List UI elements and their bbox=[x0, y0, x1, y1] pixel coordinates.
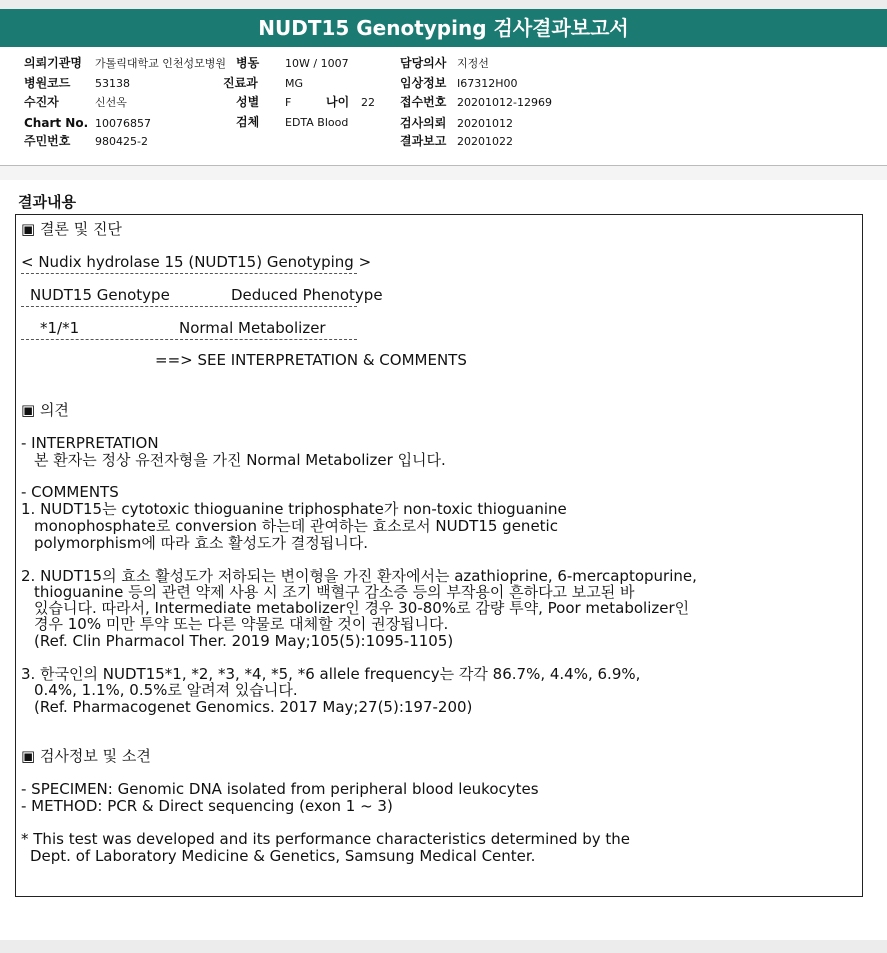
interpretation-text: 본 환자는 정상 유전자형을 가진 Normal Metabolizer 입니다. bbox=[34, 451, 446, 469]
comment-1-line-2: monophosphate로 conversion 하는데 관여하는 효소로서 NUDT15 genetic bbox=[34, 517, 558, 535]
label-accession-number: 접수번호 bbox=[400, 95, 447, 109]
label-clinical-info: 임상정보 bbox=[400, 76, 447, 90]
label-ward: 병동 bbox=[236, 56, 260, 70]
comment-2-line-1: 2. NUDT15의 효소 활성도가 저하되는 변이형을 가진 환자에서는 azathioprine, 6-mercaptopurine, bbox=[21, 567, 697, 585]
see-interpretation-note: ==> SEE INTERPRETATION & COMMENTS bbox=[155, 351, 467, 369]
report-title: NUDT15 Genotyping 검사결과보고서 bbox=[0, 9, 887, 47]
value-requesting-institution: 가톨릭대학교 인천성모병원 bbox=[95, 57, 227, 70]
comment-2-line-4: 경우 10% 미만 투약 또는 다른 약물로 대체할 것이 권장됩니다. bbox=[34, 615, 449, 633]
label-resident-number: 주민번호 bbox=[24, 134, 71, 148]
label-specimen: 검체 bbox=[236, 115, 260, 129]
top-strip bbox=[0, 0, 887, 9]
dashed-rule bbox=[21, 306, 357, 307]
patient-info-panel bbox=[0, 47, 887, 165]
value-department: MG bbox=[285, 77, 304, 90]
phenotype-value: Normal Metabolizer bbox=[179, 319, 326, 337]
value-patient-name: 신선옥 bbox=[95, 96, 127, 109]
comment-3-line-2: 0.4%, 1.1%, 0.5%로 알려져 있습니다. bbox=[34, 681, 298, 699]
method-line: - METHOD: PCR & Direct sequencing (exon 1 ~ 3) bbox=[21, 797, 393, 815]
value-age: 22 bbox=[361, 96, 375, 109]
interpretation-label: - INTERPRETATION bbox=[21, 434, 159, 452]
value-clinical-info: I67312H00 bbox=[457, 77, 518, 90]
comments-label: - COMMENTS bbox=[21, 483, 119, 501]
column-genotype: NUDT15 Genotype bbox=[30, 286, 170, 304]
value-accession-number: 20201012-12969 bbox=[457, 96, 552, 109]
value-ward: 10W / 1007 bbox=[285, 57, 349, 70]
heading-conclusion: ▣ 결론 및 진단 bbox=[21, 220, 122, 238]
comment-3-reference: (Ref. Pharmacogenet Genomics. 2017 May;27(5):197-200) bbox=[34, 698, 473, 716]
value-test-request-date: 20201012 bbox=[457, 117, 513, 130]
genotyping-header: < Nudix hydrolase 15 (NUDT15) Genotyping > bbox=[21, 253, 372, 271]
dashed-rule bbox=[21, 339, 357, 340]
comment-1-line-1: 1. NUDT15는 cytotoxic thioguanine triphosphate가 non-toxic thioguanine bbox=[21, 500, 567, 518]
value-result-report-date: 20201022 bbox=[457, 135, 513, 148]
column-phenotype: Deduced Phenotype bbox=[231, 286, 383, 304]
comment-3-line-1: 3. 한국인의 NUDT15*1, *2, *3, *4, *5, *6 allele frequency는 각각 86.7%, 4.4%, 6.9%, bbox=[21, 665, 641, 683]
disclaimer-line-2: Dept. of Laboratory Medicine & Genetics, Samsung Medical Center. bbox=[30, 847, 536, 865]
label-sex: 성별 bbox=[236, 95, 260, 109]
label-age: 나이 bbox=[326, 95, 350, 109]
value-resident-number: 980425-2 bbox=[95, 135, 148, 148]
heading-opinion: ▣ 의견 bbox=[21, 401, 69, 419]
label-hospital-code: 병원코드 bbox=[24, 76, 71, 90]
value-specimen: EDTA Blood bbox=[285, 116, 349, 129]
value-physician: 지정선 bbox=[457, 57, 489, 70]
label-patient-name: 수진자 bbox=[24, 95, 59, 109]
label-physician: 담당의사 bbox=[400, 56, 447, 70]
label-department: 진료과 bbox=[223, 76, 258, 90]
bottom-strip bbox=[0, 940, 887, 953]
label-test-request-date: 검사의뢰 bbox=[400, 116, 447, 130]
comment-1-line-3: polymorphism에 따라 효소 활성도가 결정됩니다. bbox=[34, 534, 369, 552]
gap-band bbox=[0, 166, 887, 180]
label-requesting-institution: 의뢰기관명 bbox=[24, 56, 82, 70]
dashed-rule bbox=[21, 273, 357, 274]
label-result-report-date: 결과보고 bbox=[400, 134, 447, 148]
value-hospital-code: 53138 bbox=[95, 77, 130, 90]
comment-2-reference: (Ref. Clin Pharmacol Ther. 2019 May;105(5):1095-1105) bbox=[34, 632, 454, 650]
comment-2-line-2: thioguanine 등의 관련 약제 사용 시 조기 백혈구 감소증 등의 부작용이 흔하다고 보고된 바 bbox=[34, 583, 635, 601]
comment-2-line-3: 있습니다. 따라서, Intermediate metabolizer인 경우 30-80%로 감량 투약, Poor metabolizer인 bbox=[34, 599, 690, 617]
label-chart-no: Chart No. bbox=[24, 116, 89, 130]
genotype-value: *1/*1 bbox=[40, 319, 80, 337]
heading-test-info: ▣ 검사정보 및 소견 bbox=[21, 747, 151, 765]
value-chart-no: 10076857 bbox=[95, 117, 151, 130]
value-sex: F bbox=[285, 96, 292, 109]
results-box bbox=[15, 214, 863, 897]
results-section-title: 결과내용 bbox=[18, 193, 76, 211]
specimen-line: - SPECIMEN: Genomic DNA isolated from peripheral blood leukocytes bbox=[21, 780, 539, 798]
disclaimer-line-1: * This test was developed and its performance characteristics determined by the bbox=[21, 830, 631, 848]
